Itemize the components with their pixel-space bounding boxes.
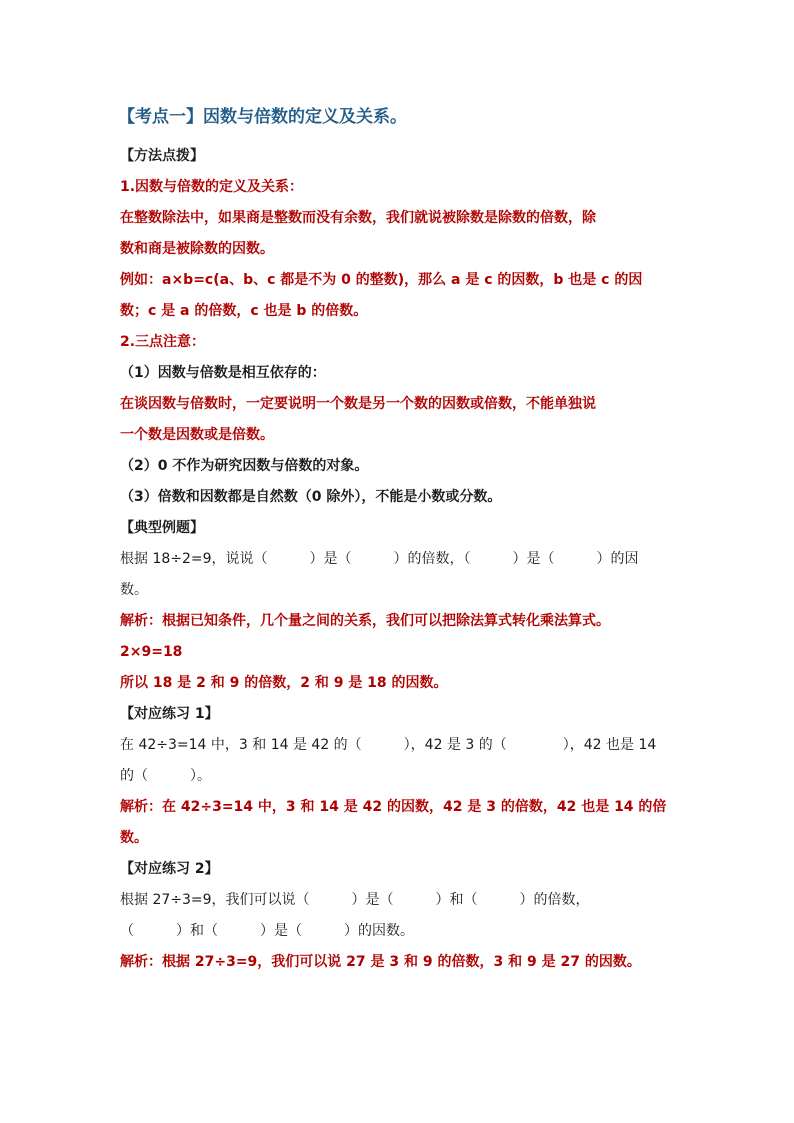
example-conclusion: 所以 18 是 2 和 9 的倍数，2 和 9 是 18 的因数。 [120, 675, 448, 691]
definition-line-2: 数和商是被除数的因数。 [120, 241, 274, 257]
example-analysis: 解析：根据已知条件，几个量之间的关系，我们可以把除法算式转化乘法算式。 [120, 613, 610, 629]
definition-line-1: 在整数除法中，如果商是整数而没有余数，我们就说被除数是除数的倍数，除 [120, 210, 596, 226]
point-2-heading: 2.三点注意： [120, 334, 206, 350]
practice-1-question-line-2: 的（ ）。 [120, 768, 211, 784]
note-2: （2）0 不作为研究因数与倍数的对象。 [120, 458, 369, 474]
practice-2-analysis: 解析：根据 27÷3=9，我们可以说 27 是 3 和 9 的倍数，3 和 9 是 27 的因数。 [120, 954, 641, 970]
example-question-line-1: 根据 18÷2=9，说说（ ）是（ ）的倍数，（ ）是（ ）的因 [120, 551, 639, 567]
practice-1-analysis-line-2: 数。 [120, 830, 148, 846]
heading-practice-2: 【对应练习 2】 [120, 861, 219, 877]
practice-1-question-line-1: 在 42÷3=14 中，3 和 14 是 42 的（ ），42 是 3 的（ ），42 也是 14 [120, 737, 657, 753]
note-1: （1）因数与倍数是相互依存的： [120, 365, 326, 381]
practice-2-question-line-2: （ ）和（ ）是（ ）的因数。 [120, 923, 414, 939]
example-question-line-2: 数。 [120, 582, 148, 598]
section-title: 【考点一】因数与倍数的定义及关系。 [118, 107, 407, 127]
heading-practice-1: 【对应练习 1】 [120, 706, 219, 722]
practice-1-analysis-line-1: 解析：在 42÷3=14 中，3 和 14 是 42 的因数，42 是 3 的倍数，42 也是 14 的倍 [120, 799, 667, 815]
example-equation: 2×9=18 [120, 644, 183, 660]
point-1-heading: 1.因数与倍数的定义及关系： [120, 179, 304, 195]
note-3: （3）倍数和因数都是自然数（0 除外），不能是小数或分数。 [120, 489, 502, 505]
heading-typical-example: 【典型例题】 [120, 520, 204, 536]
example-line-2: 数；c 是 a 的倍数，c 也是 b 的倍数。 [120, 303, 368, 319]
practice-2-question-line-1: 根据 27÷3=9，我们可以说（ ）是（ ）和（ ）的倍数， [120, 892, 590, 908]
note-1-detail-line-2: 一个数是因数或是倍数。 [120, 427, 274, 443]
example-line-1: 例如：a×b=c(a、b、c 都是不为 0 的整数)，那么 a 是 c 的因数，b 也是 c 的因 [120, 272, 643, 288]
note-1-detail-line-1: 在谈因数与倍数时，一定要说明一个数是另一个数的因数或倍数，不能单独说 [120, 396, 596, 412]
heading-method: 【方法点拨】 [120, 148, 204, 164]
